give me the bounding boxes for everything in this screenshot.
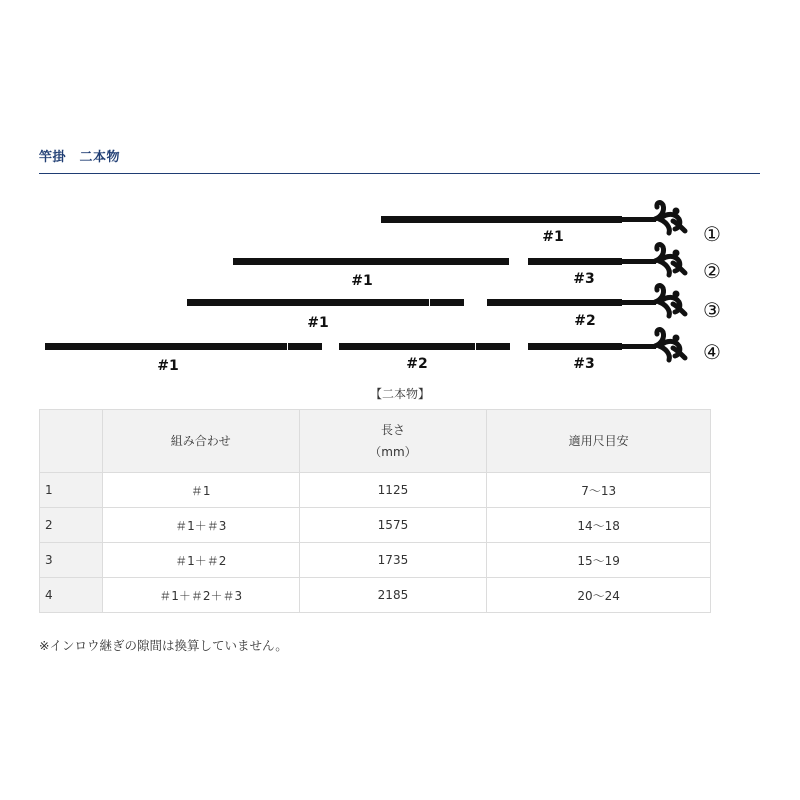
- rod-joint: [430, 299, 464, 306]
- row-marker: ③: [703, 298, 721, 322]
- header-blank: [40, 410, 103, 473]
- segment-label: #2: [574, 313, 596, 329]
- header-combination: 組み合わせ: [102, 410, 299, 473]
- row-combination: ＃1＋＃3: [102, 508, 299, 543]
- segment-label: #1: [307, 315, 329, 331]
- rod-tip: [622, 217, 656, 222]
- diagram-row-4: [45, 330, 721, 374]
- segment-label: #2: [406, 356, 428, 372]
- header-length: [299, 410, 487, 473]
- table-row: [40, 543, 711, 578]
- header-length-label: 長さ: [380, 423, 405, 437]
- row-marker: ②: [703, 259, 721, 283]
- diagram-row-2: [233, 245, 721, 289]
- rod-joint: [476, 343, 510, 350]
- row-number: 3: [40, 543, 103, 578]
- table-header-row: [40, 410, 711, 473]
- row-number: 4: [40, 578, 103, 613]
- row-length: 1735: [299, 543, 487, 578]
- row-combination: ＃1: [102, 473, 299, 508]
- rod-joint: [288, 343, 322, 350]
- diagram-row-1: [381, 203, 721, 246]
- header-shaku: 適用尺目安: [487, 410, 711, 473]
- rod-combination-diagram: [0, 0, 800, 380]
- rod-segment: [45, 343, 287, 350]
- spec-table: [39, 409, 711, 613]
- row-shaku: 7～13: [487, 473, 711, 508]
- rod-segment: [187, 299, 429, 306]
- table-row: [40, 473, 711, 508]
- row-number: 1: [40, 473, 103, 508]
- holder-hook-icon: [655, 330, 685, 360]
- row-combination: ＃1＋＃2＋＃3: [102, 578, 299, 613]
- rod-segment: [528, 258, 622, 265]
- section-title: 竿掛 二本物: [39, 150, 121, 165]
- segment-label: #1: [542, 229, 564, 245]
- rod-tip: [622, 259, 656, 264]
- segment-label: #3: [573, 271, 595, 287]
- row-shaku: 20～24: [487, 578, 711, 613]
- rod-segment: [233, 258, 475, 265]
- footnote: ※インロウ継ぎの隙間は換算していません。: [39, 638, 288, 653]
- row-length: 2185: [299, 578, 487, 613]
- title-divider: [39, 173, 760, 174]
- row-number: 2: [40, 508, 103, 543]
- row-shaku: 14～18: [487, 508, 711, 543]
- segment-label: #1: [351, 273, 373, 289]
- rod-joint: [475, 258, 509, 265]
- header-length-unit: （mm）: [369, 445, 417, 459]
- holder-hook-icon: [655, 286, 685, 316]
- rod-segment: [487, 299, 622, 306]
- table-row: [40, 508, 711, 543]
- row-combination: ＃1＋＃2: [102, 543, 299, 578]
- segment-label: #3: [573, 356, 595, 372]
- rod-segment: [339, 343, 475, 350]
- holder-hook-icon: [655, 245, 685, 275]
- segment-label: #1: [157, 358, 179, 374]
- row-marker: ④: [703, 340, 721, 364]
- row-marker: ①: [703, 222, 721, 246]
- row-length: 1125: [299, 473, 487, 508]
- table-row: [40, 578, 711, 613]
- table-caption: 【二本物】: [369, 387, 430, 401]
- rod-segment: [528, 343, 622, 350]
- row-shaku: 15～19: [487, 543, 711, 578]
- row-length: 1575: [299, 508, 487, 543]
- rod-segment: [381, 216, 622, 223]
- diagram-row-3: [187, 286, 721, 331]
- rod-tip: [622, 344, 656, 349]
- rod-tip: [622, 300, 656, 305]
- holder-hook-icon: [655, 203, 685, 233]
